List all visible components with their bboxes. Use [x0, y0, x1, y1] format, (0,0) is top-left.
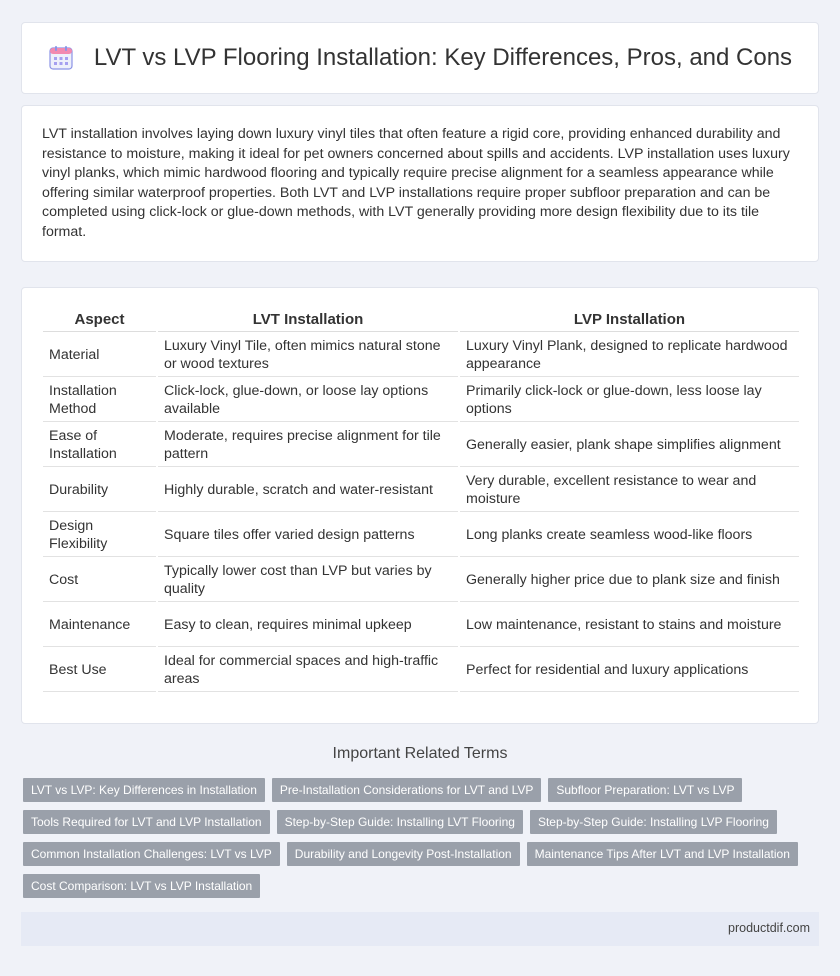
table-cell: Luxury Vinyl Plank, designed to replicate hardwood appearance — [460, 334, 799, 377]
header-lvt: LVT Installation — [158, 307, 458, 332]
table-cell: Installation Method — [43, 379, 156, 422]
table-cell: Easy to clean, requires minimal upkeep — [158, 604, 458, 647]
title-card — [21, 22, 819, 94]
table-cell: Low maintenance, resistant to stains and moisture — [460, 604, 799, 647]
title-wrap — [48, 44, 792, 72]
related-tag[interactable]: LVT vs LVP: Key Differences in Installation — [23, 778, 265, 802]
comparison-table — [41, 305, 801, 694]
table-cell: Perfect for residential and luxury applications — [460, 649, 799, 692]
table-cell: Highly durable, scratch and water-resistant — [158, 469, 458, 512]
related-tag[interactable]: Step-by-Step Guide: Installing LVP Flooring — [530, 810, 777, 834]
related-tag[interactable]: Durability and Longevity Post-Installation — [287, 842, 520, 866]
table-cell: Ideal for commercial spaces and high-traffic areas — [158, 649, 458, 692]
related-tag[interactable]: Cost Comparison: LVT vs LVP Installation — [23, 874, 260, 898]
table-cell: Very durable, excellent resistance to wear and moisture — [460, 469, 799, 512]
table-row — [43, 334, 799, 377]
footer — [21, 912, 819, 946]
table-cell: Primarily click-lock or glue-down, less loose lay options — [460, 379, 799, 422]
table-cell: Generally easier, plank shape simplifies alignment — [460, 424, 799, 467]
header-lvp: LVP Installation — [460, 307, 799, 332]
table-cell: Durability — [43, 469, 156, 512]
related-tag[interactable]: Step-by-Step Guide: Installing LVT Flooring — [277, 810, 523, 834]
table-row — [43, 649, 799, 692]
comparison-card — [21, 287, 819, 724]
related-tag[interactable]: Tools Required for LVT and LVP Installation — [23, 810, 270, 834]
table-cell: Maintenance — [43, 604, 156, 647]
related-tag[interactable]: Maintenance Tips After LVT and LVP Installation — [527, 842, 798, 866]
related-tag[interactable]: Common Installation Challenges: LVT vs LVP — [23, 842, 280, 866]
related-tags — [23, 778, 823, 906]
table-cell: Best Use — [43, 649, 156, 692]
table-row — [43, 559, 799, 602]
calendar-icon — [48, 45, 74, 71]
page-title: LVT vs LVP Flooring Installation: Key Differences, Pros, and Cons — [93, 44, 793, 71]
table-cell: Square tiles offer varied design patterns — [158, 514, 458, 557]
table-row — [43, 604, 799, 647]
table-row — [43, 514, 799, 557]
table-cell: Design Flexibility — [43, 514, 156, 557]
table-cell: Moderate, requires precise alignment for tile pattern — [158, 424, 458, 467]
table-row — [43, 379, 799, 422]
table-cell: Ease of Installation — [43, 424, 156, 467]
table-cell: Luxury Vinyl Tile, often mimics natural stone or wood textures — [158, 334, 458, 377]
table-cell: Long planks create seamless wood-like floors — [460, 514, 799, 557]
footer-site-link[interactable]: productdif.com — [728, 921, 810, 935]
table-header-row — [43, 307, 799, 332]
related-terms-title: Important Related Terms — [332, 745, 508, 762]
table-cell: Cost — [43, 559, 156, 602]
table-cell: Material — [43, 334, 156, 377]
intro-card — [21, 105, 819, 262]
table-cell: Click-lock, glue-down, or loose lay options available — [158, 379, 458, 422]
table-cell: Generally higher price due to plank size and finish — [460, 559, 799, 602]
table-row — [43, 424, 799, 467]
related-tag[interactable]: Subfloor Preparation: LVT vs LVP — [548, 778, 742, 802]
table-row — [43, 469, 799, 512]
intro-paragraph: LVT installation involves laying down luxury vinyl tiles that often feature a rigid core, providing enhanced durability and resistance to moisture, making it ideal for pet owners concerned about spills and accidents. LVP installation uses luxury vinyl planks, which mimic hardwood flooring and typically require precise alignment for a seamless appearance while offering similar waterproof properties. Both LVT and LVP installations require proper subfloor preparation and can be completed using click-lock or glue-down methods, with LVT generally providing more design flexibility due to its tile format. — [42, 126, 790, 240]
related-tag[interactable]: Pre-Installation Considerations for LVT and LVP — [272, 778, 541, 802]
table-cell: Typically lower cost than LVP but varies by quality — [158, 559, 458, 602]
header-aspect: Aspect — [43, 307, 156, 332]
